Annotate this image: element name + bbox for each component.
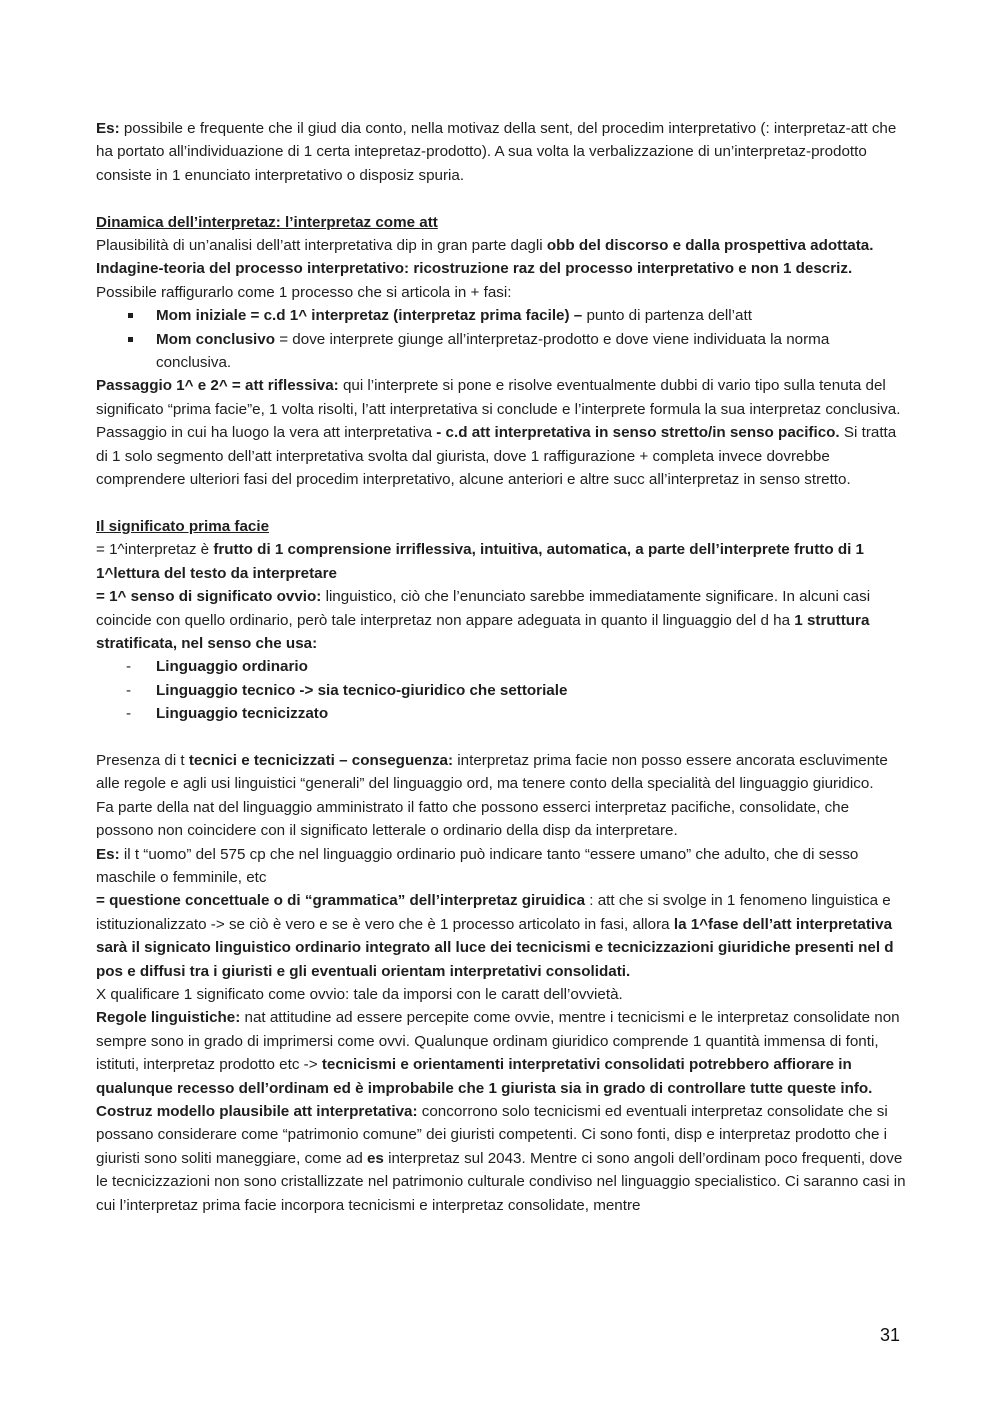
list-item-linguaggio-ordinario: - Linguaggio ordinario	[96, 655, 908, 678]
list-item-linguaggio-tecnico: - Linguaggio tecnico -> sia tecnico-giuridico che settoriale	[96, 679, 908, 702]
section-heading-significato: Il significato prima facie	[96, 517, 270, 535]
paragraph-plausibilita: Plausibilità di un’analisi dell’att interpretativa dip in gran parte dagli obb del discorso e dalla prospettiva adottata. Indagine-teoria del processo interpretativo: ricostruzione raz del processo interpretativo e non 1 descriz. Possibile raffigurarlo come 1 processo che si articola in + fasi:	[96, 237, 874, 301]
bullet-list-momenti	[96, 304, 908, 374]
paragraph-significato-ovvio: X qualificare 1 significato come ovvio: tale da imporsi con le caratt dell’ovvietà.	[96, 985, 623, 1003]
paragraph-example-1: Es: possibile e frequente che il giud dia conto, nella motivaz della sent, del procedim interpretativo (: interpretaz-att che ha portato all’individuazione di 1 certa intepretaz-prodotto). A sua volta la verbalizzazione di un’interpretaz-prodotto consiste in 1 enunciato interpretativo o disposiz spuria.	[96, 120, 897, 184]
paragraph-linguaggio-amministrato: Fa parte della nat del linguaggio amministrato il fatto che possono esserci interpretaz pacifiche, consolidate, che possono non coincidere con il significato letterale o ordinario della disp da interpretare.	[96, 798, 850, 840]
dash-list-linguaggi	[96, 655, 908, 725]
document-page	[96, 117, 908, 1217]
paragraph-example-uomo: Es: il t “uomo” del 575 cp che nel linguaggio ordinario può indicare tanto “essere umano” che adulto, che di sesso maschile o femminile, etc	[96, 845, 859, 886]
paragraph-costruz-modello: Costruz modello plausibile att interpretativa: concorrono solo tecnicismi ed eventuali interpretaz consolidate che si possano considerare come “patrimonio comune” dei giuristi competenti. Ci sono fonti, disp e interpretaz prodotto che i giuristi sono soliti maneggiare, come ad es interpretaz sul 2043. Mentre ci sono angoli dell’ordinam poco frequenti, dove le tecnicizzazioni non sono cristallizzate nel patrimonio culturale condiviso nel linguaggio specialistico. Ci saranno casi in cui l’interpretaz prima facie incorpora tecnicismi e interpretaz consolidate, mentre	[96, 1103, 906, 1214]
paragraph-questione-concettuale: = questione concettuale o di “grammatica” dell’interpretaz giruidica : att che si svolge in 1 fenomeno linguistica e istituzionalizzato -> se ciò è vero e se è vero che è 1 processo articolato in fasi, allora la 1^fase dell’att interpretativa sarà il signicato linguistico ordinario integrato all luce dei tecnicismi e tecnicizzazioni giuridiche presenti nel d pos e diffusi tra i giuristi e gli eventuali orientam interpretativi consolidati.	[96, 892, 894, 980]
bullet-item-2: Mom conclusivo = dove interprete giunge all’interpretaz-prodotto e dove viene individuata la norma conclusiva.	[96, 328, 908, 375]
paragraph-prima-interpretaz: = 1^interpretaz è frutto di 1 comprensione irriflessiva, intuitiva, automatica, a parte dell’interprete frutto di 1 1^lettura del testo da interpretare	[96, 541, 864, 582]
paragraph-regole-linguistiche: Regole linguistiche: nat attitudine ad essere percepite come ovvie, mentre i tecnicismi e le interpretaz consolidate non sempre sono in grado di imprimersi come ovvi. Qualunque ordinam giuridico comprende 1 quantità immensa di fonti, istituti, interpretaz prodotto etc -> tecnicismi e orientamenti interpretativi consolidati potrebbero affiorare in qualunque recesso dell’ordinam ed è improbabile che 1 giurista sia in grado di controllare tutte queste info.	[96, 1009, 900, 1097]
page-number: 31	[880, 1325, 901, 1345]
section-heading-dinamica: Dinamica dell’interpretaz: l’interpretaz come att	[96, 213, 438, 231]
bullet-item-1: Mom iniziale = c.d 1^ interpretaz (interpretaz prima facile) – punto di partenza dell’att	[96, 304, 908, 327]
paragraph-passaggio: Passaggio 1^ e 2^ = att riflessiva: qui l’interprete si pone e risolve eventualmente dubbi di vario tipo sulla tenuta del significato “prima facie”e, 1 volta risolti, l’att interpretativa si conclude e l’interprete formula la sua interpretaz conclusiva. Passaggio in cui ha luogo la vera att interpretativa - c.d att interpretativa in senso stretto/in senso pacifico. Si tratta di 1 solo segmento dell’att interpretativa svolta dal giurista, dove 1 raffigurazione + completa invece dovrebbe comprendere ulteriori fasi del procedim interpretativo, alcune anteriori e altre succ all’interpretaz in senso stretto.	[96, 377, 901, 489]
paragraph-senso-ovvio: = 1^ senso di significato ovvio: linguistico, ciò che l’enunciato sarebbe immediatamente significare. In alcuni casi coincide con quello ordinario, però tale interpretaz non appare adeguata in quanto il linguaggio del d ha 1 struttura stratificata, nel senso che usa:	[96, 588, 871, 652]
list-item-linguaggio-tecnicizzato: - Linguaggio tecnicizzato	[96, 702, 908, 725]
paragraph-presenza-tecnici: Presenza di t tecnici e tecnicizzati – conseguenza: interpretaz prima facie non posso essere ancorata escluvimente alle regole e agli usi linguistici “generali” del linguaggio ord, ma tenere conto della specialità del linguaggio giuridico.	[96, 751, 888, 793]
